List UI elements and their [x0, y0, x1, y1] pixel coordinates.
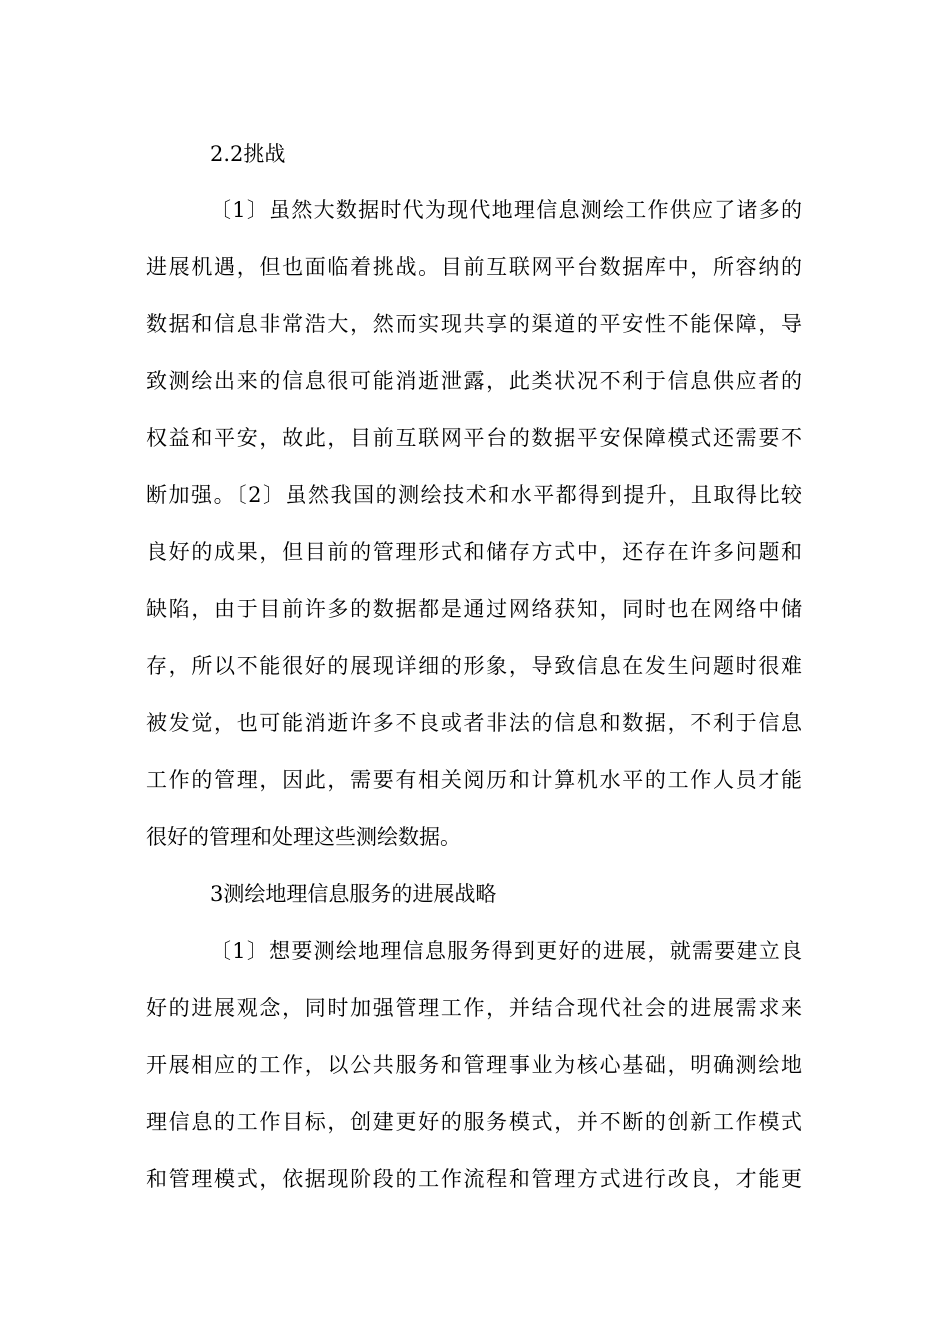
paragraph-line: 很好的管理和处理这些测绘数据。	[146, 825, 461, 849]
paragraph-line: 权益和平安，故此，目前互联网平台的数据平安保障模式还需要不	[146, 426, 802, 450]
paragraph-line: 和管理模式，依据现阶段的工作流程和管理方式进行改良，才能更	[146, 1167, 802, 1191]
paragraph-line: 被发觉，也可能消逝许多不良或者非法的信息和数据，不利于信息	[146, 711, 802, 735]
paragraph-line: 存，所以不能很好的展现详细的形象，导致信息在发生问题时很难	[146, 654, 802, 678]
paragraph-line: 致测绘出来的信息很可能消逝泄露，此类状况不利于信息供应者的	[146, 369, 802, 393]
paragraph-line: 断加强。〔2〕虽然我国的测绘技术和水平都得到提升，且取得比较	[146, 483, 802, 507]
paragraph-line: 〔1〕虽然大数据时代为现代地理信息测绘工作供应了诸多的	[210, 198, 802, 222]
section-heading-2-2: 2.2挑战	[210, 142, 286, 166]
paragraph-line: 理信息的工作目标，创建更好的服务模式，并不断的创新工作模式	[146, 1110, 802, 1134]
paragraph-line: 数据和信息非常浩大，然而实现共享的渠道的平安性不能保障，导	[146, 312, 802, 336]
paragraph-line: 开展相应的工作，以公共服务和管理事业为核心基础，明确测绘地	[146, 1053, 802, 1077]
paragraph-line: 进展机遇，但也面临着挑战。目前互联网平台数据库中，所容纳的	[146, 255, 802, 279]
paragraph-line: 好的进展观念，同时加强管理工作，并结合现代社会的进展需求来	[146, 996, 802, 1020]
paragraph-line: 良好的成果，但目前的管理形式和储存方式中，还存在许多问题和	[146, 540, 802, 564]
paragraph-line: 工作的管理，因此，需要有相关阅历和计算机水平的工作人员才能	[146, 768, 802, 792]
paragraph-line: 〔1〕想要测绘地理信息服务得到更好的进展，就需要建立良	[210, 939, 802, 963]
paragraph-line: 缺陷，由于目前许多的数据都是通过网络获知，同时也在网络中储	[146, 597, 802, 621]
section-heading-3: 3测绘地理信息服务的进展战略	[210, 882, 497, 906]
